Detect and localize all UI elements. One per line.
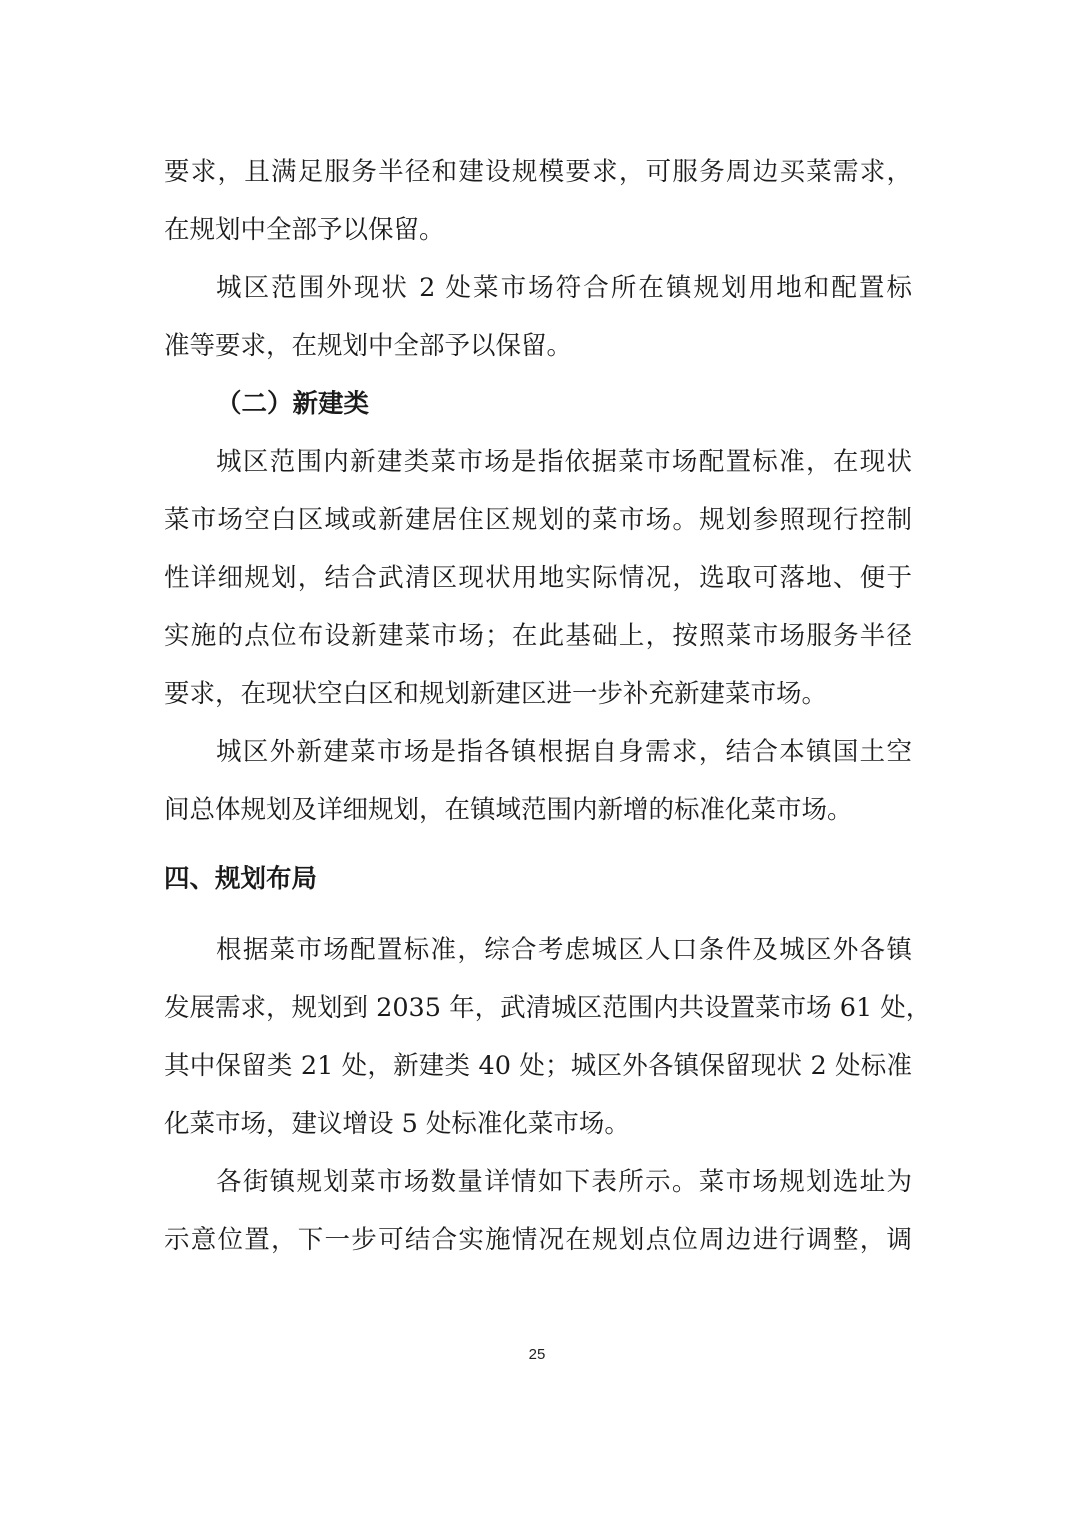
paragraph-line: 要求，且满足服务半径和建设规模要求，可服务周边买菜需求， — [164, 157, 912, 187]
paragraph-line: 其中保留类 21 处，新建类 40 处；城区外各镇保留现状 2 处标准 — [164, 1051, 912, 1081]
paragraph-line: 准等要求，在规划中全部予以保留。 — [164, 331, 573, 361]
paragraph-line: 实施的点位布设新建菜市场；在此基础上，按照菜市场服务半径 — [164, 621, 912, 651]
paragraph-line: 要求，在现状空白区和规划新建区进一步补充新建菜市场。 — [164, 679, 828, 709]
paragraph-line: 城区范围外现状 2 处菜市场符合所在镇规划用地和配置标 — [216, 273, 912, 303]
paragraph-line: 城区范围内新建类菜市场是指依据菜市场配置标准，在现状 — [216, 447, 912, 477]
section-subheading: （二）新建类 — [216, 389, 370, 419]
paragraph-line: 性详细规划，结合武清区现状用地实际情况，选取可落地、便于 — [164, 563, 912, 593]
paragraph-line: 化菜市场，建议增设 5 处标准化菜市场。 — [164, 1109, 630, 1139]
paragraph-line: 各街镇规划菜市场数量详情如下表所示。菜市场规划选址为 — [216, 1167, 912, 1197]
paragraph-line: 间总体规划及详细规划，在镇域范围内新增的标准化菜市场。 — [164, 795, 853, 825]
paragraph-line: 根据菜市场配置标准，综合考虑城区人口条件及城区外各镇 — [216, 935, 912, 965]
page-number: 25 — [528, 1346, 546, 1363]
section-heading: 四、规划布局 — [164, 864, 318, 894]
paragraph-line: 在规划中全部予以保留。 — [164, 215, 445, 245]
paragraph-line: 城区外新建菜市场是指各镇根据自身需求，结合本镇国土空 — [216, 737, 912, 767]
paragraph-line: 菜市场空白区域或新建居住区规划的菜市场。规划参照现行控制 — [164, 505, 912, 535]
paragraph-line: 发展需求，规划到 2035 年，武清城区范围内共设置菜市场 61 处， — [164, 993, 932, 1023]
paragraph-line: 示意位置，下一步可结合实施情况在规划点位周边进行调整，调 — [164, 1225, 912, 1255]
